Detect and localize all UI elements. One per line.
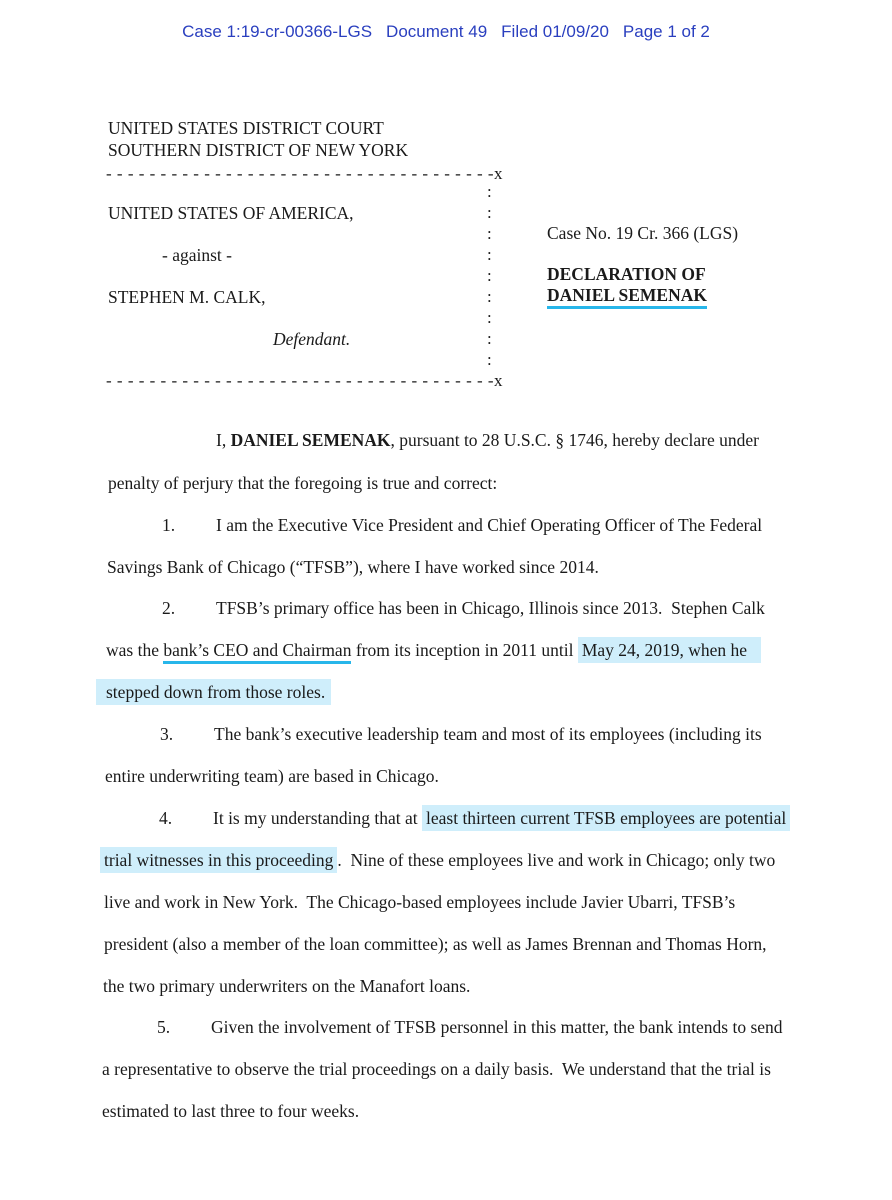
caption-colon: : (487, 287, 492, 306)
caption-colon: : (487, 245, 492, 264)
paragraph-5-line-2: a representative to observe the trial proceedings on a daily basis. We understand that the trial is (102, 1059, 771, 1079)
paragraph-4-line-4: president (also a member of the loan committee); as well as James Brennan and Thomas Horn, (104, 934, 767, 954)
case-number: Case No. 19 Cr. 366 (LGS) (547, 223, 739, 243)
filing-header (0, 22, 892, 42)
intro-text: I, (216, 430, 231, 450)
intro-line-1 (216, 432, 759, 450)
underlined-phrase: bank’s CEO and Chairman (163, 640, 351, 664)
highlighted-phrase: least thirteen current TFSB employees are potential (422, 805, 790, 831)
header-document: Document 49 (386, 22, 488, 41)
caption-colon: : (487, 182, 492, 201)
intro-line-2: penalty of perjury that the foregoing is true and correct: (108, 473, 498, 493)
defendant-label: Defendant. (273, 329, 351, 349)
paragraph-text: It is my understanding that at (213, 808, 422, 828)
highlighted-phrase: trial witnesses in this proceeding (100, 847, 337, 873)
declaration-title-1: DECLARATION OF (547, 264, 706, 284)
caption-dashes-top: - - - - - - - - - - - - - - - - - - - - - - - - - - - - - - - - - - - -x (106, 164, 504, 183)
paragraph-3-number: 3. (160, 724, 174, 744)
declaration-title-2-text: DANIEL SEMENAK (547, 285, 707, 309)
paragraph-5-number: 5. (157, 1017, 171, 1037)
paragraph-1-line-1: I am the Executive Vice President and Chief Operating Officer of The Federal (216, 515, 763, 535)
caption-colon: : (487, 224, 492, 243)
court-line-1: UNITED STATES DISTRICT COURT (108, 118, 384, 138)
paragraph-5-line-3: estimated to last three to four weeks. (102, 1101, 360, 1121)
paragraph-text: . Nine of these employees live and work in Chicago; only two (337, 850, 776, 870)
caption-colon: : (487, 350, 492, 369)
defendant-name: STEPHEN M. CALK, (108, 287, 266, 307)
caption-colon: : (487, 266, 492, 285)
declaration-title-2 (547, 287, 707, 305)
against-label: - against - (162, 245, 232, 265)
paragraph-5-line-1: Given the involvement of TFSB personnel in this matter, the bank intends to send (211, 1017, 783, 1037)
paragraph-3-line-1: The bank’s executive leadership team and most of its employees (including its (214, 724, 762, 744)
caption-colon: : (487, 329, 492, 348)
paragraph-2-number: 2. (162, 598, 176, 618)
header-case: Case 1:19-cr-00366-LGS (182, 22, 373, 41)
header-page: Page 1 of 2 (622, 22, 710, 41)
paragraph-2-line-1: TFSB’s primary office has been in Chicago, Illinois since 2013. Stephen Calk (216, 598, 765, 618)
paragraph-4-line-5: the two primary underwriters on the Manafort loans. (103, 976, 471, 996)
plaintiff-name: UNITED STATES OF AMERICA, (108, 203, 354, 223)
paragraph-4-line-2 (100, 852, 775, 870)
paragraph-4-line-3: live and work in New York. The Chicago-based employees include Javier Ubarri, TFSB’s (104, 892, 736, 912)
paragraph-4-line-1 (213, 810, 790, 828)
header-filed: Filed 01/09/20 (501, 22, 609, 41)
intro-text: , pursuant to 28 U.S.C. § 1746, hereby declare under (390, 430, 759, 450)
paragraph-2-line-2 (106, 642, 761, 660)
paragraph-text: was the (106, 640, 164, 660)
paragraph-2-line-3 (96, 684, 331, 702)
highlighted-phrase: May 24, 2019, when he (578, 637, 751, 663)
paragraph-4-number: 4. (159, 808, 173, 828)
highlighted-phrase: stepped down from those roles. (96, 679, 331, 705)
paragraph-1-number: 1. (162, 515, 176, 535)
caption-colon: : (487, 308, 492, 327)
caption-dashes-bottom: - - - - - - - - - - - - - - - - - - - - - - - - - - - - - - - - - - - -x (106, 371, 504, 390)
paragraph-3-line-2: entire underwriting team) are based in Chicago. (105, 766, 439, 786)
caption-colon: : (487, 203, 492, 222)
paragraph-1-line-2: Savings Bank of Chicago (“TFSB”), where I have worked since 2014. (107, 557, 599, 577)
paragraph-text: from its inception in 2011 until (351, 640, 578, 660)
court-line-2: SOUTHERN DISTRICT OF NEW YORK (108, 140, 409, 160)
declarant-name: DANIEL SEMENAK (230, 430, 391, 450)
